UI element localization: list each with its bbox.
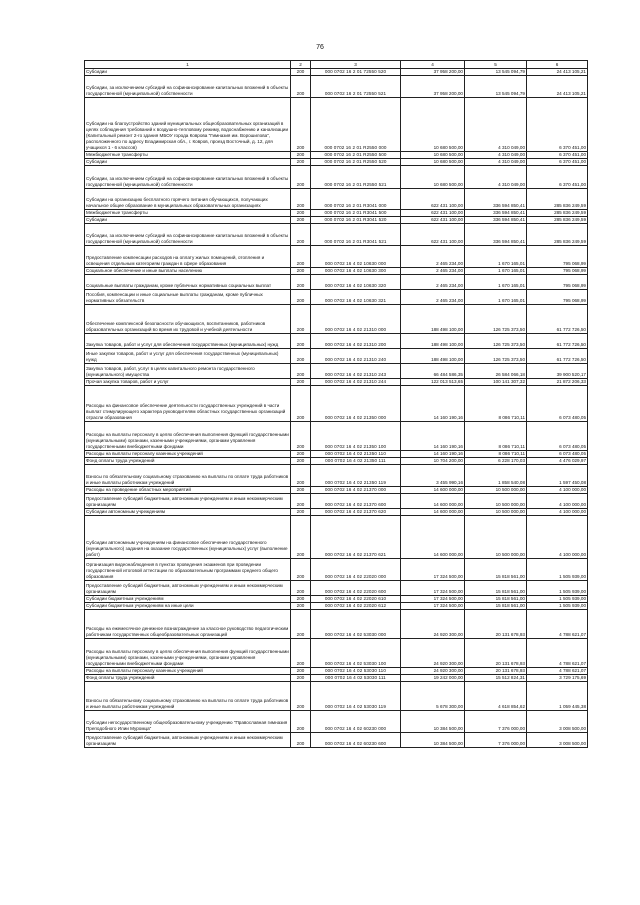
row-line-code: 200 bbox=[291, 210, 311, 217]
row-name: Субсидии на благоустройство зданий муниципальных общеобразовательных организаций в целях соблюдения требований к воздушно-тепловому режиму, водоснабжению и канализации (Капитальный ремонт 2-го здания МБОУ города Коврова "Гимназия им. Ворошилова", расположенного по адресу Владимирская обл., г. Ковров, проезд Восточный, д. 12, для учащихся 1 - 6 классов) bbox=[85, 98, 291, 152]
row-approved-amount: 10 680 500,00 bbox=[401, 98, 465, 152]
row-approved-amount: 14 600 000,00 bbox=[401, 516, 465, 559]
row-unexecuted-amount: 285 836 249,59 bbox=[527, 189, 588, 210]
row-name: Расходы на выплаты персоналу казенных учреждений bbox=[85, 668, 291, 675]
row-name: Предоставление субсидий бюджетным, автономным учреждениям и иным некоммерческим организациям bbox=[85, 581, 291, 596]
row-executed-amount: 10 500 000,00 bbox=[465, 494, 527, 509]
row-approved-amount: 14 160 190,16 bbox=[401, 386, 465, 422]
column-number: 2 bbox=[291, 61, 311, 69]
table-row bbox=[85, 733, 588, 748]
row-line-code: 200 bbox=[291, 675, 311, 682]
row-approved-amount: 3 455 990,16 bbox=[401, 465, 465, 487]
row-name: Субсидии негосударственному общеобразовательному учреждению "Православная гимназия Преподобного Илии Муромца" bbox=[85, 711, 291, 733]
row-name: Субсидии бюджетным учреждениям bbox=[85, 596, 291, 603]
row-executed-amount: 7 376 000,00 bbox=[465, 733, 527, 748]
table-row bbox=[85, 290, 588, 305]
row-name: Иные закупки товаров, работ и услуг для обеспечения государственных (муниципальных) нужд bbox=[85, 349, 291, 364]
row-name: Предоставление субсидий бюджетным, автономным учреждениям и иным некоммерческим организациям bbox=[85, 494, 291, 509]
row-budget-code: 000 0702 16 4 02 22020 000 bbox=[311, 559, 401, 581]
table-row bbox=[85, 668, 588, 675]
row-unexecuted-amount: 61 772 726,50 bbox=[527, 349, 588, 364]
row-approved-amount: 622 431 100,00 bbox=[401, 210, 465, 217]
table-row bbox=[85, 509, 588, 516]
row-executed-amount: 1 670 165,01 bbox=[465, 275, 527, 290]
row-executed-amount: 336 594 850,41 bbox=[465, 224, 527, 246]
row-line-code: 200 bbox=[291, 386, 311, 422]
row-unexecuted-amount: 795 068,99 bbox=[527, 275, 588, 290]
row-budget-code: 000 0702 16 4 02 21310 243 bbox=[311, 364, 401, 379]
row-executed-amount: 126 725 373,50 bbox=[465, 349, 527, 364]
row-name: Фонд оплаты труда учреждений bbox=[85, 458, 291, 465]
row-approved-amount: 14 600 000,00 bbox=[401, 494, 465, 509]
row-budget-code: 000 0702 16 4 02 21350 000 bbox=[311, 386, 401, 422]
table-row bbox=[85, 487, 588, 494]
row-unexecuted-amount: 3 008 500,00 bbox=[527, 711, 588, 733]
row-approved-amount: 5 678 300,00 bbox=[401, 682, 465, 711]
row-name: Расходы на выплаты персоналу казенных учреждений bbox=[85, 451, 291, 458]
row-unexecuted-amount: 61 772 726,50 bbox=[527, 305, 588, 334]
row-name: Расходы на выплаты персоналу в целях обеспечения выполнения функций государственными (муниципальными) органами, казенными учреждениями, органами управления государственными внебюджетными фондами bbox=[85, 422, 291, 451]
row-name: Субсидии, за исключением субсидий на софинансирование капитальных вложений в объекты государственной (муниципальной) собственности bbox=[85, 76, 291, 98]
row-approved-amount: 10 704 200,00 bbox=[401, 458, 465, 465]
row-name: Субсидии, за исключением субсидий на софинансирование капитальных вложений в объекты государственной (муниципальной) собственности bbox=[85, 224, 291, 246]
row-line-code: 200 bbox=[291, 217, 311, 224]
column-number-row bbox=[85, 61, 588, 69]
table-row bbox=[85, 639, 588, 668]
row-executed-amount: 336 594 850,41 bbox=[465, 217, 527, 224]
row-approved-amount: 66 484 586,35 bbox=[401, 364, 465, 379]
row-budget-code: 000 0702 16 4 02 53030 110 bbox=[311, 668, 401, 675]
row-name: Расходы на проведение областных мероприятий bbox=[85, 487, 291, 494]
row-approved-amount: 19 242 000,00 bbox=[401, 675, 465, 682]
row-executed-amount: 336 594 850,41 bbox=[465, 210, 527, 217]
row-approved-amount: 14 600 000,00 bbox=[401, 509, 465, 516]
row-approved-amount: 17 324 500,00 bbox=[401, 603, 465, 610]
row-line-code: 200 bbox=[291, 733, 311, 748]
row-executed-amount: 13 545 094,79 bbox=[465, 69, 527, 76]
table-row bbox=[85, 610, 588, 639]
table-row bbox=[85, 386, 588, 422]
row-unexecuted-amount: 1 505 939,00 bbox=[527, 559, 588, 581]
row-budget-code: 000 0702 16 2 01 R3041 000 bbox=[311, 189, 401, 210]
row-budget-code: 000 0702 16 4 02 22020 600 bbox=[311, 581, 401, 596]
row-approved-amount: 10 680 500,00 bbox=[401, 152, 465, 159]
row-name: Субсидии автономным учреждениям bbox=[85, 509, 291, 516]
table-row bbox=[85, 596, 588, 603]
row-line-code: 200 bbox=[291, 69, 311, 76]
row-unexecuted-amount: 4 100 000,00 bbox=[527, 494, 588, 509]
row-approved-amount: 24 920 300,00 bbox=[401, 668, 465, 675]
row-budget-code: 000 0702 16 4 02 21370 600 bbox=[311, 494, 401, 509]
page-number: 76 bbox=[316, 44, 324, 51]
row-name: Субсидии автономным учреждениям на финансовое обеспечение государственного (муниципального) задания на оказание государственных (муниципальных) услуг (выполнение работ) bbox=[85, 516, 291, 559]
row-executed-amount: 8 086 710,11 bbox=[465, 422, 527, 451]
row-budget-code: 000 0702 16 4 02 21370 620 bbox=[311, 509, 401, 516]
row-line-code: 200 bbox=[291, 290, 311, 305]
table-row bbox=[85, 69, 588, 76]
row-unexecuted-amount: 6 370 451,00 bbox=[527, 152, 588, 159]
row-name: Расходы на выплаты персоналу в целях обеспечения выполнения функций государственными (муниципальными) органами, казенными учреждениями, органами управления государственными внебюджетными фондами bbox=[85, 639, 291, 668]
column-number: 1 bbox=[85, 61, 291, 69]
row-approved-amount: 14 160 190,16 bbox=[401, 451, 465, 458]
row-line-code: 200 bbox=[291, 334, 311, 349]
row-name: Субсидии бюджетным учреждениям на иные цели bbox=[85, 603, 291, 610]
row-name: Закупка товаров, работ и услуг для обеспечения государственных (муниципальных) нужд bbox=[85, 334, 291, 349]
row-name: Предоставление субсидий бюджетным, автономным учреждениям и иным некоммерческим организациям bbox=[85, 733, 291, 748]
row-approved-amount: 622 431 100,00 bbox=[401, 224, 465, 246]
table-row bbox=[85, 224, 588, 246]
row-name: Фонд оплаты труда учреждений bbox=[85, 675, 291, 682]
column-number: 3 bbox=[311, 61, 401, 69]
row-approved-amount: 188 498 100,00 bbox=[401, 334, 465, 349]
row-unexecuted-amount: 1 597 450,08 bbox=[527, 465, 588, 487]
row-unexecuted-amount: 285 836 249,59 bbox=[527, 217, 588, 224]
row-budget-code: 000 0702 16 4 02 21350 119 bbox=[311, 465, 401, 487]
row-name: Обеспечение комплексной безопасности обучающихся, воспитанников, работников образовательных организаций во время их трудовой и учебной деятельности bbox=[85, 305, 291, 334]
row-unexecuted-amount: 4 788 621,07 bbox=[527, 610, 588, 639]
table-row bbox=[85, 422, 588, 451]
row-approved-amount: 17 324 500,00 bbox=[401, 596, 465, 603]
row-budget-code: 000 0702 16 4 02 21350 100 bbox=[311, 422, 401, 451]
row-line-code: 200 bbox=[291, 711, 311, 733]
row-budget-code: 000 0702 16 4 02 53030 119 bbox=[311, 682, 401, 711]
table-row bbox=[85, 349, 588, 364]
row-approved-amount: 24 920 300,00 bbox=[401, 639, 465, 668]
row-approved-amount: 37 958 200,00 bbox=[401, 69, 465, 76]
row-budget-code: 000 0702 16 2 01 R2550 000 bbox=[311, 98, 401, 152]
table-row bbox=[85, 246, 588, 268]
row-unexecuted-amount: 4 100 000,00 bbox=[527, 516, 588, 559]
row-unexecuted-amount: 795 068,99 bbox=[527, 290, 588, 305]
table-row bbox=[85, 364, 588, 379]
row-line-code: 200 bbox=[291, 581, 311, 596]
row-budget-code: 000 0702 16 4 02 21370 000 bbox=[311, 487, 401, 494]
row-budget-code: 000 0702 16 2 01 R3041 521 bbox=[311, 224, 401, 246]
row-line-code: 200 bbox=[291, 639, 311, 668]
row-unexecuted-amount: 1 505 939,00 bbox=[527, 603, 588, 610]
table-row bbox=[85, 379, 588, 386]
row-name: Социальное обеспечение и иные выплаты населению bbox=[85, 268, 291, 275]
row-line-code: 200 bbox=[291, 668, 311, 675]
row-name: Предоставление компенсации расходов на оплату жилых помещений, отопления и освещения отдельным категориям граждан в сфере образования bbox=[85, 246, 291, 268]
table-row bbox=[85, 166, 588, 189]
row-line-code: 200 bbox=[291, 559, 311, 581]
row-executed-amount: 15 818 561,00 bbox=[465, 581, 527, 596]
row-approved-amount: 622 431 100,00 bbox=[401, 217, 465, 224]
row-unexecuted-amount: 24 413 105,21 bbox=[527, 76, 588, 98]
row-approved-amount: 37 958 200,00 bbox=[401, 76, 465, 98]
row-line-code: 200 bbox=[291, 682, 311, 711]
row-budget-code: 000 0702 16 4 02 10630 000 bbox=[311, 246, 401, 268]
row-executed-amount: 126 725 373,50 bbox=[465, 305, 527, 334]
row-executed-amount: 4 310 049,00 bbox=[465, 152, 527, 159]
row-budget-code: 000 0702 16 2 01 R2550 500 bbox=[311, 152, 401, 159]
row-budget-code: 000 0702 16 4 02 53030 000 bbox=[311, 610, 401, 639]
row-executed-amount: 26 584 066,18 bbox=[465, 364, 527, 379]
row-unexecuted-amount: 1 505 939,00 bbox=[527, 581, 588, 596]
row-approved-amount: 2 465 234,00 bbox=[401, 275, 465, 290]
table-row bbox=[85, 516, 588, 559]
row-budget-code: 000 0702 16 4 02 21310 200 bbox=[311, 334, 401, 349]
row-name: Субсидии bbox=[85, 159, 291, 166]
row-unexecuted-amount: 6 370 451,00 bbox=[527, 166, 588, 189]
row-approved-amount: 17 324 500,00 bbox=[401, 559, 465, 581]
row-budget-code: 000 0702 16 4 02 60230 600 bbox=[311, 733, 401, 748]
row-executed-amount: 4 310 049,00 bbox=[465, 159, 527, 166]
row-budget-code: 000 0702 16 4 02 21350 110 bbox=[311, 451, 401, 458]
table-row bbox=[85, 465, 588, 487]
row-name: Взносы по обязательному социальному страхованию на выплаты по оплате труда работников и иные выплаты работникам учреждений bbox=[85, 682, 291, 711]
row-approved-amount: 14 160 190,16 bbox=[401, 422, 465, 451]
row-name: Субсидии bbox=[85, 217, 291, 224]
row-executed-amount: 10 500 000,00 bbox=[465, 509, 527, 516]
table-row bbox=[85, 494, 588, 509]
row-line-code: 200 bbox=[291, 364, 311, 379]
row-name: Субсидии на организацию бесплатного горячего питания обучающихся, получающих начальное общее образование в муниципальных образовательных организациях bbox=[85, 189, 291, 210]
row-executed-amount: 336 594 850,41 bbox=[465, 189, 527, 210]
table-row bbox=[85, 210, 588, 217]
table-row bbox=[85, 76, 588, 98]
row-unexecuted-amount: 4 788 621,07 bbox=[527, 668, 588, 675]
row-line-code: 200 bbox=[291, 189, 311, 210]
column-number: 4 bbox=[401, 61, 465, 69]
row-unexecuted-amount: 6 073 480,05 bbox=[527, 422, 588, 451]
row-name: Социальные выплаты гражданам, кроме публичных нормативных социальных выплат bbox=[85, 275, 291, 290]
row-approved-amount: 10 384 500,00 bbox=[401, 711, 465, 733]
row-unexecuted-amount: 795 068,99 bbox=[527, 246, 588, 268]
row-executed-amount: 6 228 170,03 bbox=[465, 458, 527, 465]
table-row bbox=[85, 305, 588, 334]
table-row bbox=[85, 675, 588, 682]
row-unexecuted-amount: 285 836 249,59 bbox=[527, 210, 588, 217]
row-unexecuted-amount: 6 370 451,00 bbox=[527, 98, 588, 152]
row-unexecuted-amount: 61 772 726,50 bbox=[527, 334, 588, 349]
row-executed-amount: 8 086 710,11 bbox=[465, 451, 527, 458]
row-name: Взносы по обязательному социальному страхованию на выплаты по оплате труда работников и иные выплаты работникам учреждений bbox=[85, 465, 291, 487]
row-unexecuted-amount: 6 073 480,05 bbox=[527, 451, 588, 458]
row-budget-code: 000 0702 16 4 02 21310 000 bbox=[311, 305, 401, 334]
row-executed-amount: 1 670 165,01 bbox=[465, 290, 527, 305]
table-row bbox=[85, 217, 588, 224]
row-executed-amount: 4 618 854,62 bbox=[465, 682, 527, 711]
row-line-code: 200 bbox=[291, 516, 311, 559]
row-name: Пособия, компенсации и иные социальные выплаты гражданам, кроме публичных нормативных обязательств bbox=[85, 290, 291, 305]
row-budget-code: 000 0702 16 4 02 21310 240 bbox=[311, 349, 401, 364]
row-line-code: 200 bbox=[291, 451, 311, 458]
row-unexecuted-amount: 795 068,99 bbox=[527, 268, 588, 275]
row-line-code: 200 bbox=[291, 275, 311, 290]
row-unexecuted-amount: 39 900 520,17 bbox=[527, 364, 588, 379]
row-executed-amount: 4 310 049,00 bbox=[465, 98, 527, 152]
row-budget-code: 000 0702 16 4 02 53030 111 bbox=[311, 675, 401, 682]
row-line-code: 200 bbox=[291, 349, 311, 364]
row-unexecuted-amount: 4 476 029,97 bbox=[527, 458, 588, 465]
row-executed-amount: 1 670 165,01 bbox=[465, 246, 527, 268]
row-budget-code: 000 0702 16 4 02 22020 610 bbox=[311, 596, 401, 603]
row-line-code: 200 bbox=[291, 494, 311, 509]
table-row bbox=[85, 275, 588, 290]
table-row bbox=[85, 711, 588, 733]
row-name: Субсидии bbox=[85, 69, 291, 76]
row-approved-amount: 14 600 000,00 bbox=[401, 487, 465, 494]
row-name: Расходы на финансовое обеспечение деятельности государственных учреждений в части выплат стимулирующего характера руководителям областных государственных организаций отрасли образования bbox=[85, 386, 291, 422]
row-line-code: 200 bbox=[291, 596, 311, 603]
row-budget-code: 000 0702 16 2 01 72550 520 bbox=[311, 69, 401, 76]
row-unexecuted-amount: 285 836 249,59 bbox=[527, 224, 588, 246]
row-approved-amount: 622 431 100,00 bbox=[401, 189, 465, 210]
row-budget-code: 000 0702 16 4 02 21350 111 bbox=[311, 458, 401, 465]
table-row bbox=[85, 268, 588, 275]
row-line-code: 200 bbox=[291, 487, 311, 494]
row-executed-amount: 100 141 307,32 bbox=[465, 379, 527, 386]
table-row bbox=[85, 581, 588, 596]
row-budget-code: 000 0702 16 4 02 10630 320 bbox=[311, 275, 401, 290]
row-line-code: 200 bbox=[291, 76, 311, 98]
row-line-code: 200 bbox=[291, 379, 311, 386]
row-line-code: 200 bbox=[291, 224, 311, 246]
table-row bbox=[85, 682, 588, 711]
row-executed-amount: 1 858 540,08 bbox=[465, 465, 527, 487]
row-line-code: 200 bbox=[291, 610, 311, 639]
table-row bbox=[85, 98, 588, 152]
row-unexecuted-amount: 1 059 445,38 bbox=[527, 682, 588, 711]
row-approved-amount: 17 324 500,00 bbox=[401, 581, 465, 596]
row-line-code: 200 bbox=[291, 465, 311, 487]
row-line-code: 200 bbox=[291, 159, 311, 166]
table-row bbox=[85, 334, 588, 349]
row-budget-code: 000 0702 16 4 02 21370 621 bbox=[311, 516, 401, 559]
row-budget-code: 000 0702 16 4 02 21310 244 bbox=[311, 379, 401, 386]
row-unexecuted-amount: 6 370 451,00 bbox=[527, 159, 588, 166]
table-row bbox=[85, 159, 588, 166]
table-row bbox=[85, 458, 588, 465]
row-approved-amount: 188 498 100,00 bbox=[401, 305, 465, 334]
row-executed-amount: 10 500 000,00 bbox=[465, 516, 527, 559]
column-number: 5 bbox=[465, 61, 527, 69]
row-executed-amount: 15 818 561,00 bbox=[465, 559, 527, 581]
table-row bbox=[85, 189, 588, 210]
table-row bbox=[85, 559, 588, 581]
row-executed-amount: 126 725 373,50 bbox=[465, 334, 527, 349]
row-executed-amount: 13 545 094,79 bbox=[465, 76, 527, 98]
row-approved-amount: 2 465 234,00 bbox=[401, 290, 465, 305]
row-name: Субсидии, за исключением субсидий на софинансирование капитальных вложений в объекты государственной (муниципальной) собственности bbox=[85, 166, 291, 189]
row-budget-code: 000 0702 16 4 02 10630 300 bbox=[311, 268, 401, 275]
row-executed-amount: 7 376 000,00 bbox=[465, 711, 527, 733]
table-row bbox=[85, 603, 588, 610]
row-executed-amount: 15 818 561,00 bbox=[465, 603, 527, 610]
row-unexecuted-amount: 3 729 175,69 bbox=[527, 675, 588, 682]
row-budget-code: 000 0702 16 2 01 R2550 520 bbox=[311, 159, 401, 166]
budget-execution-table bbox=[84, 60, 588, 748]
row-unexecuted-amount: 3 008 500,00 bbox=[527, 733, 588, 748]
row-approved-amount: 188 498 100,00 bbox=[401, 349, 465, 364]
row-budget-code: 000 0702 16 2 01 R3041 500 bbox=[311, 210, 401, 217]
row-unexecuted-amount: 4 788 621,07 bbox=[527, 639, 588, 668]
row-approved-amount: 2 465 234,00 bbox=[401, 246, 465, 268]
row-line-code: 200 bbox=[291, 458, 311, 465]
row-unexecuted-amount: 21 872 206,33 bbox=[527, 379, 588, 386]
row-name: Межбюджетные трансферты bbox=[85, 210, 291, 217]
row-line-code: 200 bbox=[291, 422, 311, 451]
row-line-code: 200 bbox=[291, 166, 311, 189]
row-executed-amount: 15 818 561,00 bbox=[465, 596, 527, 603]
row-name: Межбюджетные трансферты bbox=[85, 152, 291, 159]
row-unexecuted-amount: 1 505 939,00 bbox=[527, 596, 588, 603]
row-executed-amount: 4 310 049,00 bbox=[465, 166, 527, 189]
row-line-code: 200 bbox=[291, 509, 311, 516]
row-name: Организация видеонаблюдения в пунктах проведения экзаменов при проведении государственной итоговой аттестации по образовательным программам среднего общего образования bbox=[85, 559, 291, 581]
row-approved-amount: 10 384 500,00 bbox=[401, 733, 465, 748]
row-executed-amount: 1 670 165,01 bbox=[465, 268, 527, 275]
row-executed-amount: 20 131 678,93 bbox=[465, 639, 527, 668]
row-executed-amount: 20 131 678,93 bbox=[465, 610, 527, 639]
table-row bbox=[85, 451, 588, 458]
row-approved-amount: 10 680 500,00 bbox=[401, 166, 465, 189]
row-executed-amount: 15 512 824,31 bbox=[465, 675, 527, 682]
row-unexecuted-amount: 24 413 105,21 bbox=[527, 69, 588, 76]
row-budget-code: 000 0702 16 4 02 53030 100 bbox=[311, 639, 401, 668]
row-line-code: 200 bbox=[291, 268, 311, 275]
row-unexecuted-amount: 6 073 480,05 bbox=[527, 386, 588, 422]
row-approved-amount: 122 013 513,65 bbox=[401, 379, 465, 386]
row-name: Закупка товаров, работ, услуг в целях капитального ремонта государственного (муниципального) имущества bbox=[85, 364, 291, 379]
row-line-code: 200 bbox=[291, 305, 311, 334]
row-line-code: 200 bbox=[291, 98, 311, 152]
row-approved-amount: 24 920 300,00 bbox=[401, 610, 465, 639]
row-executed-amount: 20 131 678,93 bbox=[465, 668, 527, 675]
table-row bbox=[85, 152, 588, 159]
row-budget-code: 000 0702 16 4 02 10630 321 bbox=[311, 290, 401, 305]
row-line-code: 200 bbox=[291, 246, 311, 268]
row-budget-code: 000 0702 16 4 02 60230 000 bbox=[311, 711, 401, 733]
row-name: Расходы на ежемесячное денежное вознаграждение за классное руководство педагогическим работникам государственных общеобразовательных организаций bbox=[85, 610, 291, 639]
row-unexecuted-amount: 4 100 000,00 bbox=[527, 487, 588, 494]
row-approved-amount: 2 465 234,00 bbox=[401, 268, 465, 275]
column-number: 6 bbox=[527, 61, 588, 69]
row-executed-amount: 8 086 710,11 bbox=[465, 386, 527, 422]
row-budget-code: 000 0702 16 4 02 22020 612 bbox=[311, 603, 401, 610]
row-executed-amount: 10 500 000,00 bbox=[465, 487, 527, 494]
row-budget-code: 000 0702 16 2 01 R3041 520 bbox=[311, 217, 401, 224]
row-name: Прочая закупка товаров, работ и услуг bbox=[85, 379, 291, 386]
row-approved-amount: 10 680 500,00 bbox=[401, 159, 465, 166]
row-budget-code: 000 0702 16 2 01 R2550 521 bbox=[311, 166, 401, 189]
row-line-code: 200 bbox=[291, 603, 311, 610]
row-budget-code: 000 0702 16 2 01 72550 521 bbox=[311, 76, 401, 98]
row-unexecuted-amount: 4 100 000,00 bbox=[527, 509, 588, 516]
row-line-code: 200 bbox=[291, 152, 311, 159]
